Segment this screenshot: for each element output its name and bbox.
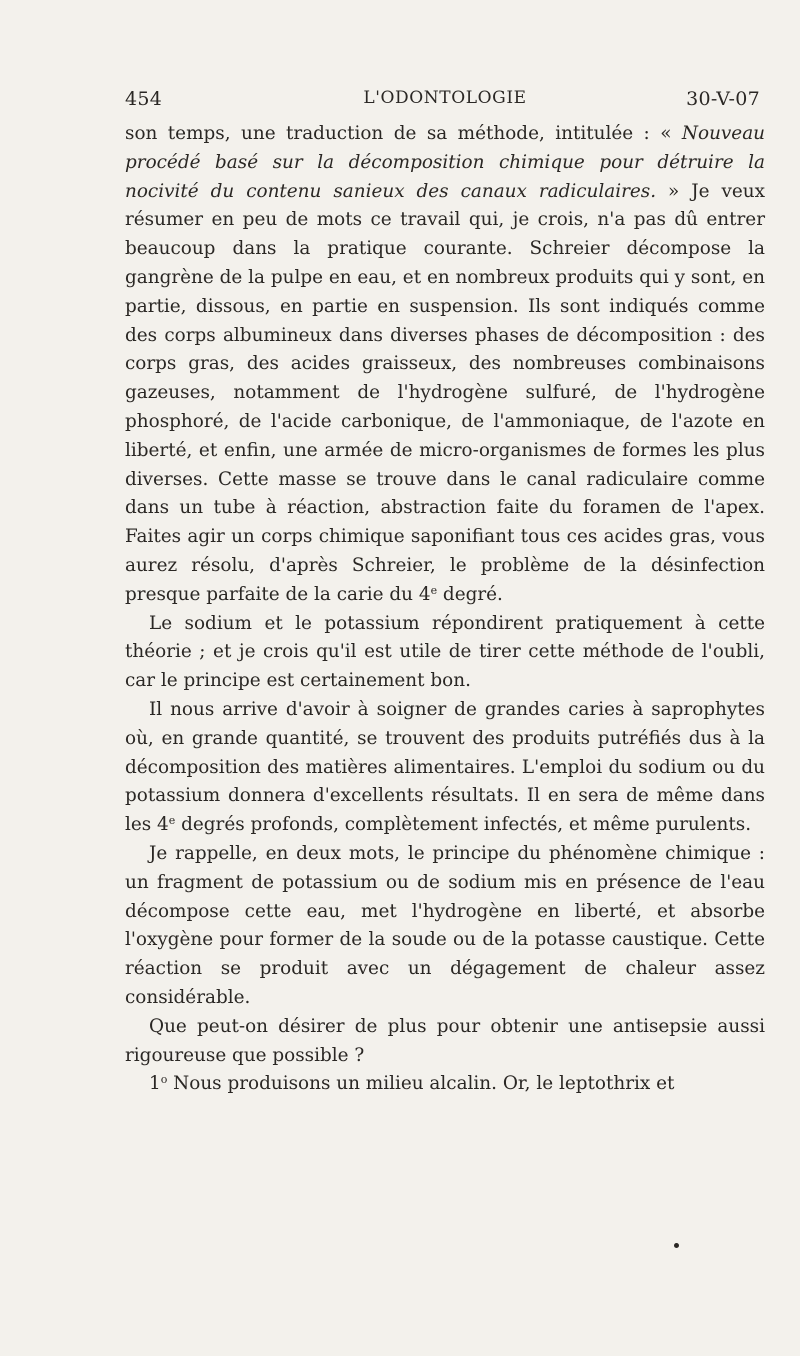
list-number: 1 <box>149 1073 161 1095</box>
paragraph-6-text: Nous produisons un milieu alcalin. Or, le leptothrix et <box>167 1073 675 1095</box>
page-number: 454 <box>125 88 163 110</box>
ink-dot <box>674 1243 679 1248</box>
issue-date: 30-V-07 <box>686 88 760 110</box>
paragraph-3-end: degrés profonds, complètement infectés, et même purulents. <box>175 814 752 836</box>
paragraph-5: Que peut-on désirer de plus pour obtenir une antisepsie aussi rigoureuse que possible ? <box>125 1015 765 1066</box>
paragraph-2: Le sodium et le potassium répondirent pratiquement à cette théorie ; et je crois qu'il est utile de tirer cette méthode de l'oubli, car le principe est certainement bon. <box>125 612 765 692</box>
superscript: e <box>430 583 438 597</box>
superscript: o <box>160 1073 168 1087</box>
paragraph-1-text: » Je veux résumer en peu de mots ce travail qui, je crois, n'a pas dû entrer beaucoup dans la pratique courante. Schreier décompose la gangrène de la pulpe en eau, et en nombreux produits qui y sont, en partie, dissous, en partie en suspension. Ils sont indiqués comme des corps albumineux dans diverses phases de décomposition : des corps gras, des acides graisseux, des nombreuses combinaisons gazeuses, notamment de l'hydrogène sulfuré, de l'hydrogène phosphoré, de l'acide carbonique, de l'ammoniaque, de l'azote en liberté, et enfin, une armée de micro-organismes de formes les plus diverses. Cette masse se trouve dans le canal radiculaire comme dans un tube à réaction, abstraction faite du foramen de l'apex. Faites agir un corps chimique saponifiant tous ces acides gras, vous aurez résolu, d'après Schreier, le problème de la désinfection presque parfaite de la carie du 4 <box>125 180 765 605</box>
body-text <box>125 120 765 1099</box>
paragraph-6 <box>125 1070 765 1099</box>
paragraph-4: Je rappelle, en deux mots, le principe du phénomène chimique : un fragment de potassium ou de sodium mis en présence de l'eau décompose cette eau, met l'hydrogène en liberté, et absorbe l'oxygène pour former de la soude ou de la potasse caustique. Cette réaction se produit avec un dégagement de chaleur assez considérable. <box>125 842 765 1008</box>
paragraph-1-end: degré. <box>437 583 503 605</box>
paragraph-1 <box>125 120 765 610</box>
page <box>125 80 765 1099</box>
journal-title: L'ODONTOLOGIE <box>363 88 527 108</box>
superscript: e <box>168 814 176 828</box>
paragraph-1-intro: son temps, une traduction de sa méthode, intitulée : « <box>125 123 682 144</box>
paragraph-3 <box>125 696 765 840</box>
method-title: Nouveau procédé basé sur la décomposition chimique pour détruire la nocivité du contenu sanieux des canaux radiculaires. <box>125 123 765 202</box>
paragraph-3-text: Il nous arrive d'avoir à soigner de grandes caries à saprophytes où, en grande quantité, se trouvent des produits putréfiés dus à la décomposition des matières alimentaires. L'emploi du sodium ou du potassium donnera d'excellents résultats. Il en sera de même dans les 4 <box>125 698 765 836</box>
running-head <box>125 80 765 116</box>
